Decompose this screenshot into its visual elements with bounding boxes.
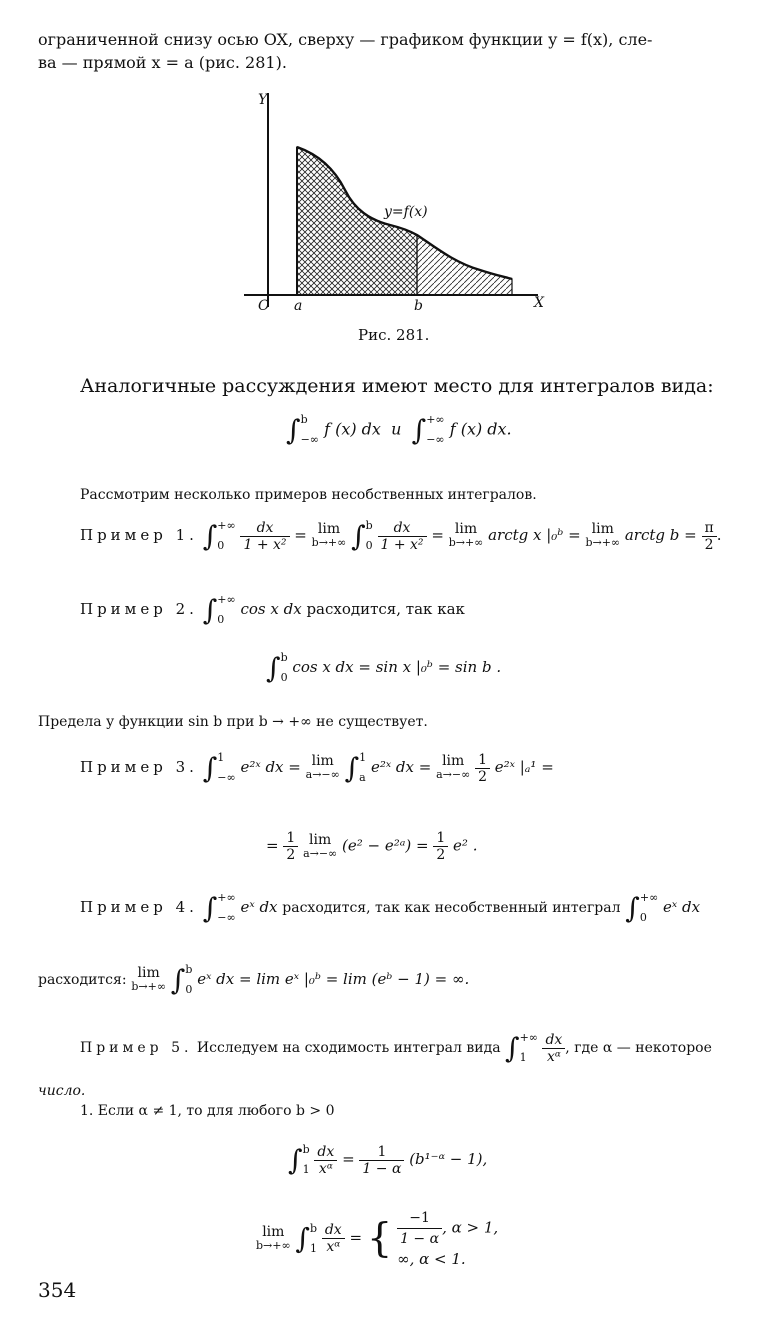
para-examples: Рассмотрим несколько примеров несобственных интегралов. [80,487,537,503]
b-label: b [414,298,423,314]
example-2: Пример 2. ∫+∞ 0 cos x dx расходится, так как [80,593,465,627]
intro-line-1: ограниченной снизу осью OX, сверху — графиком функции y = f(x), сле- [38,30,653,49]
region-a-b [297,147,417,295]
example-5-item-1: 1. Если α ≠ 1, то для любого b > 0 [80,1103,335,1119]
page-number: 354 [38,1278,77,1302]
example-5-line-2: число. [38,1083,86,1099]
example-5: Пример 5. Исследуем на сходимость интеграл вида ∫+∞ 1 $\frac{dx}{\text{xᵅ}}$ , где α — некоторое [80,1031,712,1065]
origin-label: O [258,298,270,314]
example-5-formula-1: ∫b 1 $\frac{dx}{\text{xᵅ}}$ = $\frac{1}{1 - \alpha}$ (b¹⁻ᵅ − 1), [288,1143,488,1177]
example-3-line-2: = $\frac{1}{2}$ lim a→−∞ (e² − e²ᵃ) = $\frac{1}{2}$ e² . [266,830,478,863]
example-5-formula-2: lim b→+∞ ∫b 1 $\frac{dx}{\text{xᵅ}}$ = { $\frac{-1}{1 - \alpha}$ , α > 1, ∞, α < 1. [256,1210,499,1268]
axis-y-label: Y [258,92,268,108]
intro-line-2: ва — прямой x = a (рис. 281). [38,53,287,72]
example-3: Пример 3. ∫1 −∞ e²ˣ dx = lim a→−∞ ∫1 a e²ˣ dx = lim a→−∞ $\frac{1}{2}$ e²ˣ |ₐ¹ = [80,751,554,785]
para-limit: Предела у функции sin b при b → +∞ не существует. [38,714,428,730]
example-1: Пример 1. ∫+∞ 0 $\frac{dx}{\text{1 + x²}}$ = lim b→+∞ ∫b 0 $\frac{dx}{\text{1 + x²}}$ = lim b→+∞ arctg x |₀ᵇ = lim b→+∞ arctg b = $\frac{\pi}{2}$ . [80,519,722,553]
example-4-line-2: расходится: lim b→+∞ ∫b 0 eˣ dx = lim eˣ |₀ᵇ = lim (eᵇ − 1) = ∞. [38,963,470,997]
figure-281 [230,85,550,315]
curve-label: y=f(x) [384,204,428,220]
axis-x-label: X [534,295,544,311]
para-analogous: Аналогичные рассуждения имеют место для интегралов вида: [80,375,714,397]
example-4: Пример 4. ∫+∞ −∞ eˣ dx расходится, так как несобственный интеграл ∫+∞ 0 eˣ dx [80,891,701,925]
figure-caption: Рис. 281. [358,326,430,344]
formula-integrals: ∫b −∞ f (x) dx и ∫+∞ −∞ f (x) dx. [286,413,512,447]
a-label: a [294,298,303,314]
example-2-formula: ∫b 0 cos x dx = sin x |₀ᵇ = sin b . [266,651,502,685]
